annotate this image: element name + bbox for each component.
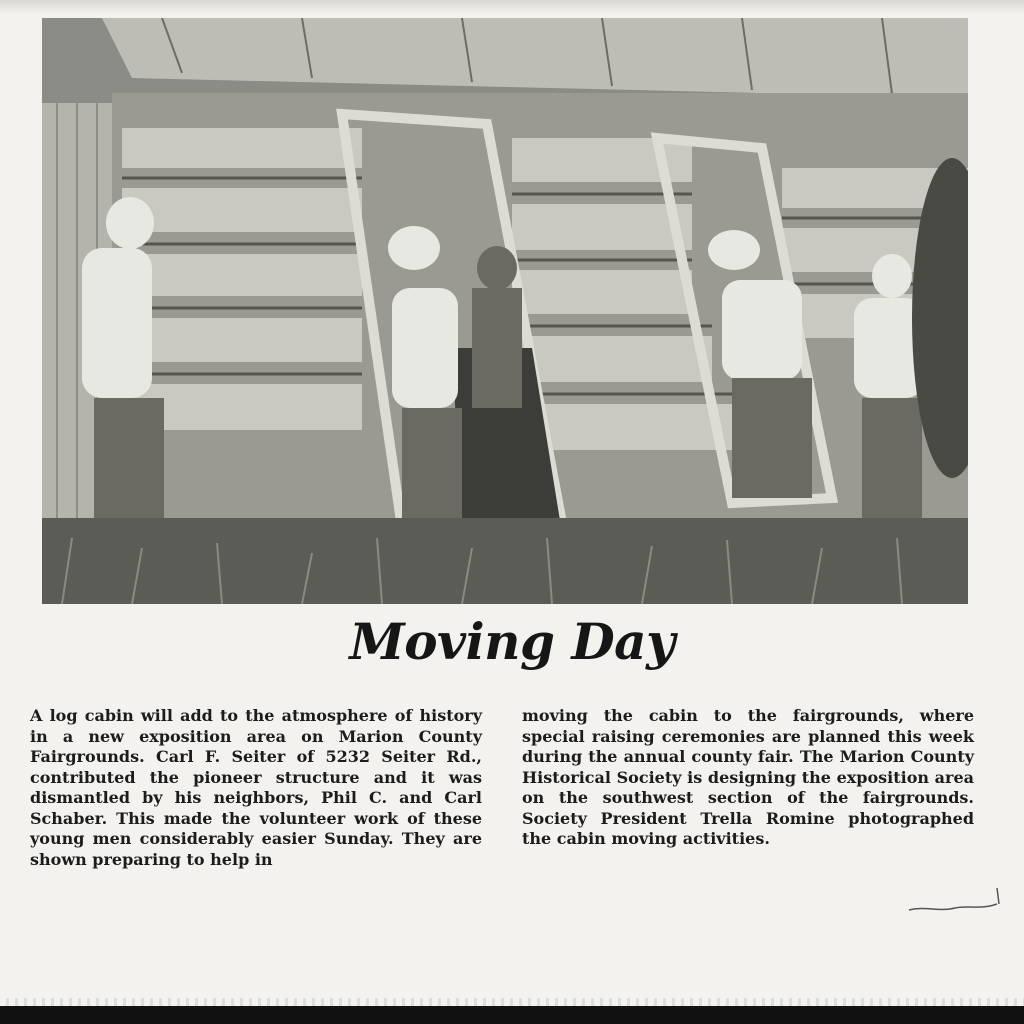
cabin-photo-illustration: [42, 18, 968, 604]
article-column-left: [30, 706, 482, 870]
headline: Moving Day: [349, 612, 675, 671]
article-text-left: A log cabin will add to the atmosphere of history in a new exposition area on Marion County Fairgrounds. Carl F. Seiter of 5232 Seiter Rd., contributed the pioneer structure and it was dismantled by his neighbors, Phil C. and Carl Schaber. This made the volunteer work of these young men considerably easier Sunday. They are shown preparing to help in: [30, 706, 482, 869]
article-column-right: [522, 706, 974, 850]
article-text-right: moving the cabin to the fairgrounds, where special raising ceremonies are planned this week during the annual county fair. The Marion County Historical Society is designing the exposition area on the southwest section of the fairgrounds. Society President Trella Romine photographed the cabin moving activities.: [522, 706, 974, 848]
page-top-edge: [0, 0, 1024, 14]
handwritten-mark: [905, 884, 1005, 924]
news-photo: [42, 18, 968, 604]
page-bottom-border: [0, 1006, 1024, 1024]
